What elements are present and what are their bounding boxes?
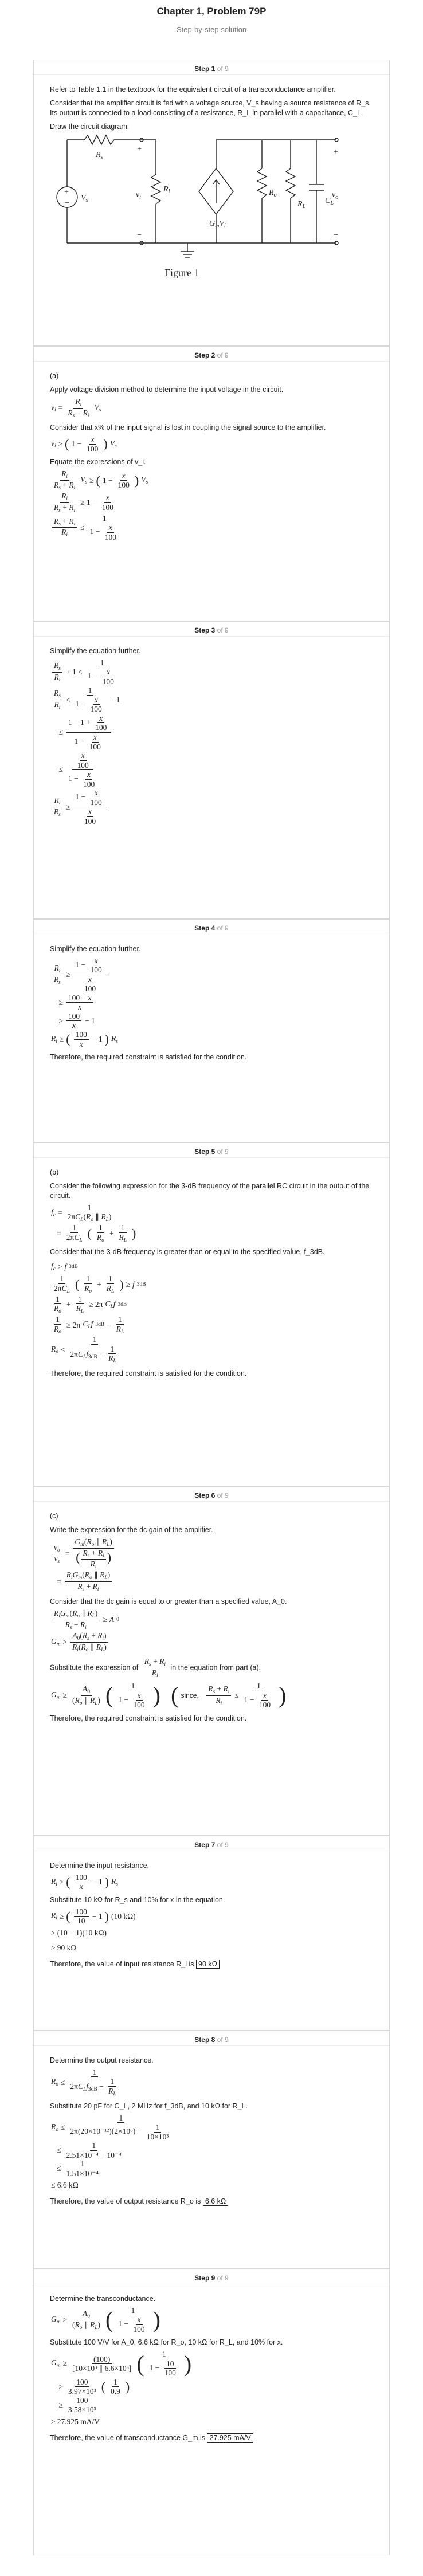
part-c-label: (c) (50, 1512, 58, 1520)
step-3-text-1: Simplify the equation further. (50, 647, 141, 655)
step-6-text-3: Substitute the expression of $\frac{R_s + R_i}{R_i}$ in the equation from part (a). (50, 1657, 261, 1679)
part-b-label: (b) (50, 1168, 59, 1176)
step-9-card (33, 2269, 390, 2555)
svg-text:Vs: $V_s$ (81, 193, 88, 203)
step-5-card (33, 1142, 390, 1486)
step-1-title: Step 1 of 9 (34, 60, 389, 75)
step-9-eq-2: $G_m$ ≥ $\frac{(100)}{\text{[10×10³ ∥ 6.6×10³]}}$ ( 1 1 − $\frac{10}{100}$ ) ≥ $\frac{100}{\text{3.97×10³}}$ ( $\frac{1}{0.9}$ ) ≥ $\frac{100}{\text{3.58×10³}}$ ≥ 27.925 mA/V (51, 2350, 192, 2426)
step-8-card (33, 2031, 390, 2269)
step-5-title: Step 5 of 9 (34, 1143, 389, 1158)
part-a-label: (a) (50, 372, 59, 380)
step-6-text-1: Write the expression for the dc gain of the amplifier. (50, 1525, 213, 1534)
step-6-text-2: Consider that the dc gain is equal to or greater than a specified value, A_0. (50, 1597, 287, 1606)
step-6-eq-3: $G_m$ ≥ $\frac{A_0}{(R_o \parallel R_L)}$ ( 1 1 − $\frac{x}{100}$ ) ( since, $\frac{R_s + R_i}{R_i}$ ≤ 1 1 − $\frac{x}{100}$ ) (51, 1682, 287, 1710)
transconductance-answer: 27.925 mA/V (207, 2433, 253, 2443)
svg-text:vo: $v_o$ (332, 190, 339, 201)
step-5-eq-1: $f_c$ = $\frac{1}{2\pi C_L(R_o \parallel R_L)}$ = $\frac{1}{2\pi C_L}$ ( $\frac{1}{R_o}$ + $\frac{1}{R_L}$ ) (51, 1203, 136, 1243)
solution-subtitle: Step-by-step solution (176, 25, 247, 34)
step-8-title: Step 8 of 9 (34, 2031, 389, 2046)
step-9-title: Step 9 of 9 (34, 2269, 389, 2284)
step-7-eq-2: $R_i$ ≥ ( $\frac{100}{10}$ − 1 ) (10 kΩ) ≥ (10 − 1)(10 kΩ) ≥ 90 kΩ (51, 1907, 136, 1952)
step-1-card (33, 60, 390, 346)
step-3-title: Step 3 of 9 (34, 622, 389, 637)
step-2-text-1: Apply voltage division method to determine the input voltage in the circuit. (50, 385, 284, 394)
step-7-eq-1: $R_i$ ≥ ( $\frac{100}{x}$ − 1 ) $R_s$ (51, 1872, 118, 1891)
step-2-title: Step 2 of 9 (34, 347, 389, 362)
step-4-title: Step 4 of 9 (34, 920, 389, 934)
svg-text:GmVi: $G_mV_i$ (209, 219, 226, 229)
step-8-text-1: Determine the output resistance. (50, 2056, 154, 2064)
transconductance-circuit-diagram (50, 134, 348, 283)
step-3-card (33, 621, 390, 919)
step-6-title: Step 6 of 9 (34, 1487, 389, 1502)
step-7-text-1: Determine the input resistance. (50, 1862, 150, 1870)
step-2-eq-3: $\frac{R_i}{R_s + R_i}$ $V_s$ ≥ ( 1 − $\frac{x}{100}$ ) $V_s$ $\frac{R_i}{R_s + R_i}$ ≥ 1 − $\frac{x}{100}$ $\frac{R_s + R_i}{R_i}$ ≤ 1 1 − $\frac{x}{100}$ (51, 469, 373, 541)
step-9-eq-1: $G_m$ ≥ $\frac{A_0}{(R_o \parallel R_L)}$ ( 1 1 − $\frac{x}{100}$ ) (51, 2306, 160, 2334)
step-2-card (33, 346, 390, 621)
step-9-text-2: Substitute 100 V/V for A_0, 6.6 kΩ for R_o, 10 kΩ for R_L, and 10% for x. (50, 2338, 283, 2347)
step-8-eq-1: $R_o$ ≤ 1 $2\pi C_Lf_{3dB}$ − $\frac{1}{R_L}$ (51, 2067, 116, 2097)
svg-text:+: + (334, 147, 338, 156)
step-2-text-3: Equate the expressions of v_i. (50, 458, 146, 466)
step-5-text-1: Consider the following expression for the 3-dB frequency of the parallel RC circuit in the output of the circuit. (50, 1181, 370, 1200)
step-8-text-2: Substitute 20 pF for C_L, 2 MHz for f_3dB, and 10 kΩ for R_L. (50, 2102, 248, 2110)
step-9-answer: Therefore, the value of transconductance G_m is 27.925 mA/V (50, 2433, 373, 2443)
input-resistance-answer: 90 kΩ (196, 1960, 220, 1969)
svg-text:+: + (137, 144, 142, 154)
step-7-title: Step 7 of 9 (34, 1836, 389, 1851)
step-4-card (33, 919, 390, 1142)
svg-text:−: − (65, 198, 69, 207)
svg-text:Rs: $R_s$ (96, 150, 103, 160)
step-6-eq-2: $\frac{R_iG_m(R_o \parallel R_L)}{R_s + R_i}$ ≥ A 0 $G_m$ ≥ $\frac{A_0(R_s + R_i)}{R_i(R_o \parallel R_L)}$ (51, 1608, 119, 1653)
svg-text:vi: $v_i$ (136, 190, 141, 201)
svg-text:+: + (64, 187, 69, 197)
figure-caption: Figure 1 (164, 266, 199, 278)
step-7-answer: Therefore, the value of input resistance R_i is 90 kΩ (50, 1960, 373, 1969)
step-5-text-2: Consider that the 3-dB frequency is greater than or equal to the specified value, f_3dB. (50, 1248, 325, 1256)
step-8-eq-2: $R_o$ ≤ 1 2π(20×10⁻¹²)(2×10⁶) − $\frac{1}{\text{10×10³}}$ ≤ $\frac{1}{\text{2.51×10⁻⁴ − 10⁻⁴}}$ ≤ $\frac{1}{\text{1.51×10⁻⁴}}$ ≤ 6.6 kΩ (51, 2113, 169, 2190)
step-3-equations: $\frac{R_s}{R_i}$ + 1 ≤ 1 1 − $\frac{x}{100}$ $\frac{R_s}{R_i}$ ≤ 1 1 − $\frac{x}{100}$ − 1 ≤ 1 − 1 + $\frac{x}{100}$ 1 − $\frac{x}{100}$ ≤ $\frac{x}{100}$ 1 − $\frac{x}{100}$ $\frac{R_i}{R_s}$ ≥ 1 − $\frac{x}{100}$ $\frac{x}{100}$ (51, 658, 120, 826)
step-6-card (33, 1486, 390, 1836)
svg-text:Ri: $R_i$ (163, 184, 170, 195)
step-1-text-3: Draw the circuit diagram: (50, 122, 130, 131)
step-2-eq-2: $v_i$ ≥ ( 1 − $\frac{x}{100}$ ) $V_s$ (51, 435, 117, 453)
step-2-text-2: Consider that x% of the input signal is lost in coupling the signal source to the amplifier. (50, 423, 326, 432)
svg-text:−: − (334, 230, 338, 239)
step-6-eq-1: $\frac{v_o}{v_s}$ = $G_m(R_o$ ∥ $R_L$) ( $\frac{R_s + R_i}{R_i}$ ) = $\frac{R_iG_m(R_o \parallel R_L)}{R_s + R_i}$ (51, 1537, 373, 1593)
svg-text:Ro: $R_o$ (269, 188, 277, 198)
step-6-conclusion: Therefore, the required constraint is satisfied for the condition. (50, 1714, 247, 1722)
step-4-text-1: Simplify the equation further. (50, 945, 141, 953)
step-5-eq-2: $f_c$ ≥ f 3dB $\frac{1}{2\pi C_L}$ ( $\frac{1}{R_o}$ + $\frac{1}{R_L}$ ) ≥ f 3dB $\frac{1}{R_o}$ + $\frac{1}{R_L}$ ≥ 2π $C_Lf$ 3dB $\frac{1}{R_o}$ ≥ 2π $C_Lf$ 3dB − $\frac{1}{R_L}$ $R_o$ ≤ 1 $2\pi C_Lf_{3dB}$ − $\frac{1}{R_L}$ (51, 1261, 146, 1365)
step-4-conclusion: Therefore, the required constraint is satisfied for the condition. (50, 1053, 247, 1062)
step-7-text-2: Substitute 10 kΩ for R_s and 10% for x in the equation. (50, 1895, 225, 1904)
step-4-equations: $\frac{R_i}{R_s}$ ≥ 1 − $\frac{x}{100}$ $\frac{x}{100}$ ≥ $\frac{100 - x}{x}$ ≥ $\frac{100}{x}$ − 1 $R_i$ ≥ ( $\frac{100}{x}$ − 1 ) $R_s$ (51, 956, 118, 1049)
step-1-text-1: Refer to Table 1.1 in the textbook for the equivalent circuit of a transconductance amplifier. (50, 85, 336, 93)
step-8-answer: Therefore, the value of output resistance R_o is 6.6 kΩ (50, 2197, 373, 2206)
chapter-title: Chapter 1, Problem 79P (156, 6, 267, 17)
svg-text:RL: $R_L$ (297, 199, 306, 210)
svg-text:−: − (137, 230, 142, 239)
step-5-conclusion: Therefore, the required constraint is satisfied for the condition. (50, 1369, 247, 1378)
page-header (0, 0, 423, 34)
step-7-card (33, 1836, 390, 2031)
svg-text:CL: $C_L$ (325, 196, 334, 206)
step-1-text-2: Consider that the amplifier circuit is fed with a voltage source, V_s having a source resistance of R_s. Its output is connected to a load consisting of a resistance, R_L in parallel with a capacitance, C_L. (50, 99, 371, 117)
step-2-eq-1: $v_i$ = $\frac{R_i}{R_s + R_i}$ $V_s$ (51, 396, 101, 419)
step-9-text-1: Determine the transconductance. (50, 2295, 156, 2303)
output-resistance-answer: 6.6 kΩ (203, 2197, 228, 2206)
